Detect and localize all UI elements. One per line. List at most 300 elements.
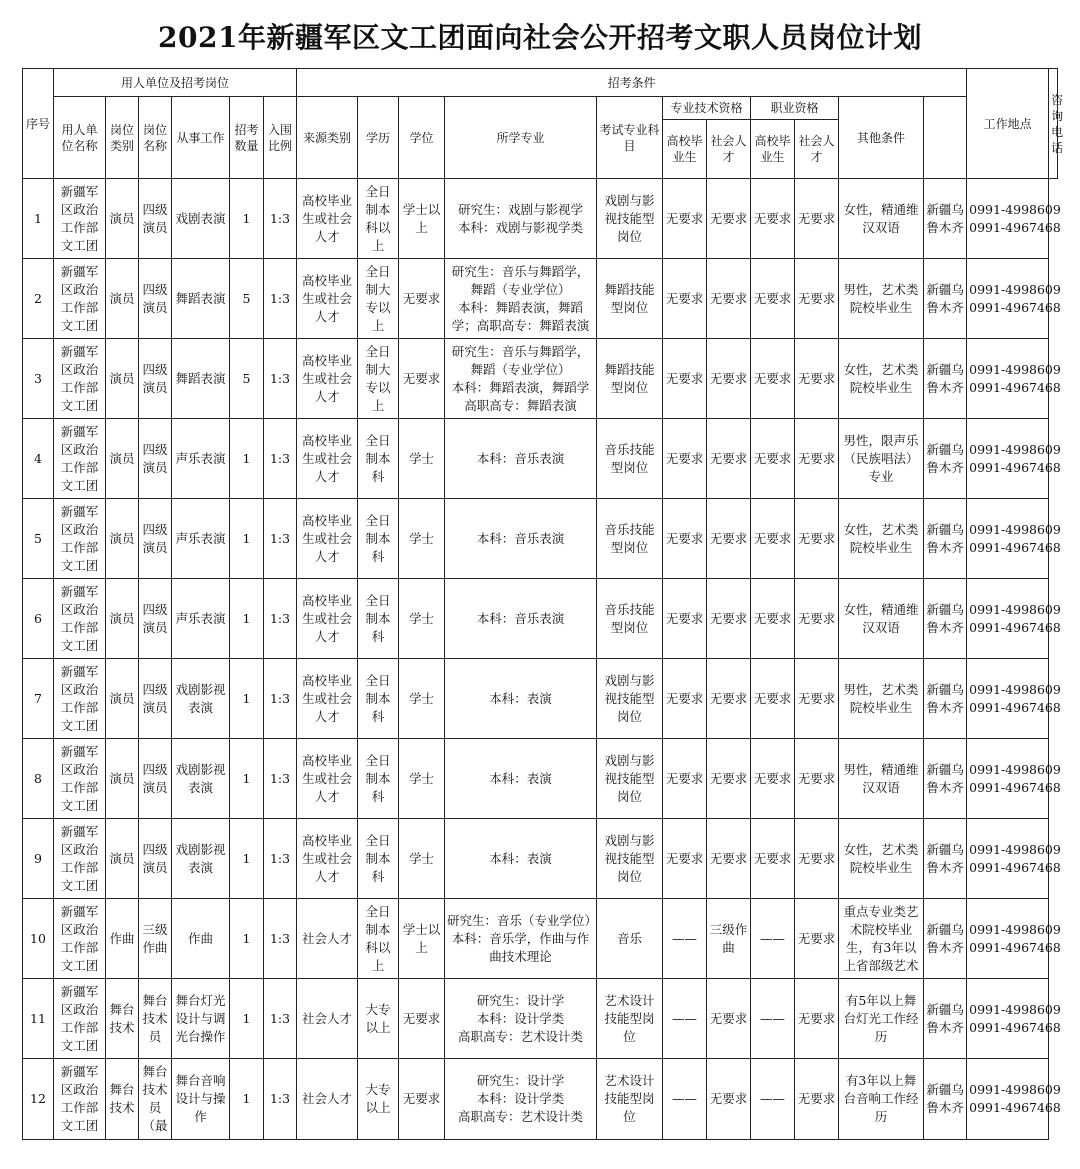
cell-phone-line: 0991-4998609: [969, 681, 1061, 697]
cell-employer: [54, 1059, 106, 1140]
cell-other-text: 重点专业类艺术院校毕业生，有3年以上省部级艺术: [843, 903, 919, 973]
recruitment-table: [22, 68, 1064, 1140]
cell-voc-grad-text: 无要求: [753, 290, 792, 306]
cell-post-category-text: 演员: [109, 370, 135, 386]
cell-phone: [967, 259, 1061, 339]
cell-work-content: [172, 259, 230, 339]
cell-phone-line: 0991-4967468: [969, 219, 1061, 235]
cell-work-content: [172, 899, 230, 979]
cell-degree-text: 学士以上: [402, 201, 441, 235]
cell-quantity: [230, 659, 264, 739]
cell-prof-tech-social: [707, 1059, 751, 1140]
cell-voc-grad: [751, 419, 795, 499]
cell-seq-text: 6: [34, 610, 42, 626]
cell-major-line: 研究生：音乐（专业学位）: [447, 912, 598, 928]
header-seq: 序号: [23, 69, 54, 179]
cell-seq-text: 10: [30, 930, 46, 946]
cell-quantity: [230, 979, 264, 1059]
table-row: [23, 259, 1058, 339]
cell-work-content-text: 舞蹈表演: [175, 370, 226, 386]
cell-other: [839, 1059, 924, 1140]
cell-ratio-text: 1:3: [269, 770, 291, 786]
cell-other: [839, 579, 924, 659]
cell-location-text: 新疆乌鲁木齐: [926, 601, 964, 635]
cell-work-content-text: 戏剧影视表演: [175, 761, 226, 795]
cell-ratio: [264, 739, 297, 819]
cell-location-text: 新疆乌鲁木齐: [926, 1001, 964, 1035]
cell-major-line: 本科：舞蹈表演，舞蹈学；高职高专：舞蹈表演: [451, 299, 590, 333]
cell-voc-social: [795, 819, 839, 899]
cell-prof-tech-grad: [663, 579, 707, 659]
cell-voc-grad-text: 无要求: [753, 690, 792, 706]
header-group-employer: 用人单位及招考岗位: [54, 69, 297, 97]
table-row: [23, 579, 1058, 659]
cell-exam-subject: [597, 419, 663, 499]
cell-prof-tech-grad-text: 无要求: [665, 690, 704, 706]
cell-source-text: 高校毕业生或社会人才: [302, 672, 353, 724]
cell-quantity-text: 1: [242, 850, 251, 866]
cell-prof-tech-grad: [663, 659, 707, 739]
cell-phone-line: 0991-4967468: [969, 699, 1061, 715]
cell-voc-grad-text: 无要求: [753, 610, 792, 626]
cell-voc-social-text: 无要求: [797, 370, 836, 386]
table-row: [23, 819, 1058, 899]
cell-degree: [399, 659, 445, 739]
cell-employer: [54, 899, 106, 979]
cell-prof-tech-grad-text: 无要求: [665, 770, 704, 786]
cell-post-name: [139, 499, 172, 579]
cell-phone-line: 0991-4998609: [969, 601, 1061, 617]
cell-major-line: 本科：设计学类: [476, 1091, 565, 1106]
cell-post-name-text: 舞台技术员: [142, 992, 168, 1044]
cell-degree: [399, 259, 445, 339]
cell-work-content: [172, 979, 230, 1059]
cell-quantity: [230, 1059, 264, 1140]
cell-prof-tech-social: [707, 499, 751, 579]
cell-degree: [399, 419, 445, 499]
cell-voc-social-text: 无要求: [797, 290, 836, 306]
cell-seq: [23, 339, 54, 419]
header-work-content: 从事工作: [172, 97, 230, 179]
cell-phone-line: 0991-4998609: [969, 281, 1061, 297]
cell-other: [839, 819, 924, 899]
cell-employer: [54, 979, 106, 1059]
cell-major: [445, 739, 597, 819]
header-voc-grad: 高校毕业生: [751, 120, 795, 179]
cell-source-text: 社会人才: [302, 1091, 353, 1106]
cell-other-text: 有5年以上舞台灯光工作经历: [843, 992, 919, 1044]
cell-major-line: 高职高专：艺术设计类: [458, 1109, 584, 1124]
cell-degree-text: 无要求: [402, 1010, 441, 1026]
cell-phone: [967, 339, 1061, 419]
cell-prof-tech-social-text: 无要求: [709, 530, 748, 546]
cell-post-name: [139, 659, 172, 739]
cell-work-content: [172, 499, 230, 579]
cell-source: [297, 979, 358, 1059]
cell-source-text: 社会人才: [302, 1010, 353, 1026]
cell-post-name: [139, 819, 172, 899]
cell-post-category: [106, 819, 139, 899]
cell-degree-text: 无要求: [402, 1091, 441, 1106]
cell-post-category-text: 演员: [109, 850, 135, 866]
cell-exam-subject-text: 音乐技能型岗位: [604, 521, 655, 555]
cell-prof-tech-grad: [663, 739, 707, 819]
cell-voc-social-text: 无要求: [797, 450, 836, 466]
cell-work-content-text: 舞蹈表演: [175, 290, 226, 306]
cell-phone-line: 0991-4967468: [969, 459, 1061, 475]
cell-voc-grad: [751, 819, 795, 899]
cell-major-line: 本科：音乐表演: [476, 450, 565, 466]
cell-voc-social: [795, 339, 839, 419]
header-major: 所学专业: [445, 97, 597, 179]
cell-post-name: [139, 259, 172, 339]
cell-prof-tech-grad: [663, 259, 707, 339]
cell-ratio: [264, 419, 297, 499]
cell-voc-grad: [751, 739, 795, 819]
cell-degree: [399, 1059, 445, 1140]
cell-major: [445, 1059, 597, 1140]
cell-source: [297, 259, 358, 339]
cell-exam-subject: [597, 659, 663, 739]
cell-phone-line: 0991-4967468: [969, 539, 1061, 555]
cell-exam-subject: [597, 899, 663, 979]
cell-work-content: [172, 339, 230, 419]
cell-post-category-text: 舞台技术: [109, 1082, 135, 1115]
cell-post-category: [106, 1059, 139, 1140]
cell-phone-line: 0991-4967468: [969, 1100, 1061, 1115]
cell-quantity-text: 1: [242, 450, 251, 466]
cell-ratio-text: 1:3: [269, 930, 291, 946]
cell-location-text: 新疆乌鲁木齐: [926, 681, 964, 715]
cell-post-category-text: 演员: [109, 210, 135, 226]
cell-employer-text: 新疆军区政治工作部文工团: [60, 903, 99, 973]
cell-quantity-text: 1: [242, 930, 251, 946]
cell-source-text: 社会人才: [302, 930, 353, 946]
cell-phone-line: 0991-4998609: [969, 201, 1061, 217]
cell-prof-tech-grad: [663, 979, 707, 1059]
cell-post-name-text: 四级演员: [142, 521, 168, 555]
cell-phone-line: 0991-4967468: [969, 379, 1061, 395]
cell-voc-grad-text: 无要求: [753, 370, 792, 386]
cell-ratio-text: 1:3: [269, 290, 291, 306]
cell-voc-social-text: 无要求: [797, 930, 836, 946]
cell-other: [839, 899, 924, 979]
cell-quantity-text: 1: [242, 530, 251, 546]
cell-voc-social-text: 无要求: [797, 1091, 836, 1106]
cell-post-category: [106, 659, 139, 739]
cell-education-text: 全日制本科以上: [365, 903, 391, 973]
cell-ratio-text: 1:3: [269, 450, 291, 466]
cell-employer-text: 新疆军区政治工作部文工团: [60, 343, 99, 413]
cell-employer: [54, 499, 106, 579]
cell-exam-subject: [597, 339, 663, 419]
cell-ratio-text: 1:3: [269, 850, 291, 866]
page-title: 2021年新疆军区文工团面向社会公开招考文职人员岗位计划: [158, 21, 922, 54]
cell-prof-tech-social-text: 无要求: [709, 210, 748, 226]
cell-work-content-text: 舞台灯光设计与调光台操作: [175, 992, 226, 1044]
cell-voc-grad: [751, 1059, 795, 1140]
cell-voc-grad: [751, 259, 795, 339]
cell-post-name: [139, 739, 172, 819]
cell-other-text: 女性，艺术类院校毕业生: [843, 361, 919, 395]
cell-prof-tech-social: [707, 979, 751, 1059]
cell-post-name-text: 四级演员: [142, 281, 168, 315]
header-prof-tech: 专业技术资格: [663, 97, 751, 120]
cell-post-name: [139, 419, 172, 499]
cell-post-category: [106, 499, 139, 579]
cell-phone: [967, 819, 1061, 899]
cell-phone-line: 0991-4967468: [969, 939, 1061, 955]
cell-ratio-text: 1:3: [269, 610, 291, 626]
cell-prof-tech-social: [707, 179, 751, 259]
cell-education-text: 全日制本科: [365, 512, 391, 564]
cell-seq: [23, 179, 54, 259]
cell-work-content-text: 声乐表演: [175, 610, 226, 626]
table-body: [23, 179, 1061, 1140]
cell-voc-social-text: 无要求: [797, 850, 836, 866]
cell-source-text: 高校毕业生或社会人才: [302, 752, 353, 804]
cell-other: [839, 339, 924, 419]
cell-post-name-text: 四级演员: [142, 681, 168, 715]
cell-location-text: 新疆乌鲁木齐: [926, 201, 964, 235]
cell-work-content-text: 作曲: [187, 930, 213, 946]
table-row: [23, 979, 1058, 1059]
cell-degree-text: 无要求: [402, 290, 441, 306]
cell-employer: [54, 179, 106, 259]
header-location: 工作地点: [967, 69, 1049, 179]
cell-education: [358, 179, 399, 259]
cell-degree: [399, 979, 445, 1059]
cell-education: [358, 819, 399, 899]
cell-location: [924, 259, 967, 339]
cell-degree-text: 学士: [409, 450, 435, 466]
cell-other-text: 男性，艺术类院校毕业生: [843, 281, 919, 315]
cell-location: [924, 659, 967, 739]
cell-ratio: [264, 259, 297, 339]
cell-seq: [23, 819, 54, 899]
cell-voc-social: [795, 979, 839, 1059]
cell-major-line: 研究生：音乐与舞蹈学，舞蹈（专业学位）: [451, 263, 590, 297]
cell-exam-subject: [597, 179, 663, 259]
cell-exam-subject: [597, 819, 663, 899]
cell-location: [924, 179, 967, 259]
cell-ratio-text: 1:3: [269, 690, 291, 706]
cell-degree-text: 学士: [409, 690, 435, 706]
cell-seq-text: 1: [34, 210, 42, 226]
cell-work-content-text: 声乐表演: [175, 450, 226, 466]
cell-post-category-text: 演员: [109, 610, 135, 626]
header-group-conditions: 招考条件: [297, 69, 967, 97]
cell-quantity: [230, 579, 264, 659]
cell-source-text: 高校毕业生或社会人才: [302, 272, 353, 324]
cell-location-text: 新疆乌鲁木齐: [926, 761, 964, 795]
cell-major-line: 研究生：设计学: [476, 1073, 565, 1088]
cell-education: [358, 259, 399, 339]
cell-quantity-text: 1: [242, 1091, 251, 1106]
cell-voc-grad-text: 无要求: [753, 450, 792, 466]
cell-major: [445, 819, 597, 899]
cell-education: [358, 579, 399, 659]
cell-voc-social: [795, 419, 839, 499]
header-source: 来源类别: [297, 97, 358, 179]
cell-education-text: 全日制本科: [365, 432, 391, 484]
cell-ratio-text: 1:3: [269, 1091, 291, 1106]
cell-degree-text: 学士以上: [402, 921, 441, 955]
cell-seq-text: 3: [34, 370, 42, 386]
cell-major-line: 高职高专：舞蹈表演: [464, 397, 577, 413]
cell-source-text: 高校毕业生或社会人才: [302, 352, 353, 404]
cell-education-text: 全日制本科: [365, 832, 391, 884]
cell-post-name: [139, 979, 172, 1059]
cell-work-content: [172, 819, 230, 899]
cell-education-text: 全日制大专以上: [365, 343, 391, 413]
cell-prof-tech-social: [707, 739, 751, 819]
cell-phone-line: 0991-4998609: [969, 761, 1061, 777]
cell-prof-tech-grad-text: 无要求: [665, 610, 704, 626]
cell-other-text: 有3年以上舞台音响工作经历: [843, 1073, 919, 1124]
cell-seq-text: 5: [34, 530, 42, 546]
cell-prof-tech-social-text: 无要求: [709, 450, 748, 466]
cell-source-text: 高校毕业生或社会人才: [302, 192, 353, 244]
cell-exam-subject-text: 戏剧与影视技能型岗位: [604, 672, 655, 724]
cell-phone-line: 0991-4998609: [969, 441, 1061, 457]
cell-exam-subject-text: 舞蹈技能型岗位: [604, 361, 655, 395]
cell-voc-grad: [751, 899, 795, 979]
cell-post-category-text: 舞台技术: [109, 1001, 135, 1035]
cell-major-line: 本科：表演: [489, 690, 552, 706]
cell-other-text: 女性，艺术类院校毕业生: [843, 841, 919, 875]
cell-prof-tech-grad: [663, 1059, 707, 1140]
cell-prof-tech-social-text: 无要求: [709, 770, 748, 786]
cell-major-line: 研究生：设计学: [476, 992, 565, 1008]
cell-post-name: [139, 179, 172, 259]
cell-phone-line: 0991-4967468: [969, 1019, 1061, 1035]
cell-employer-text: 新疆军区政治工作部文工团: [60, 183, 99, 253]
cell-phone-line: 0991-4998609: [969, 521, 1061, 537]
cell-major: [445, 659, 597, 739]
cell-prof-tech-social-text: 无要求: [709, 1010, 748, 1026]
cell-voc-grad-text: ——: [760, 1091, 786, 1106]
cell-voc-grad: [751, 659, 795, 739]
cell-voc-social: [795, 1059, 839, 1140]
cell-location: [924, 979, 967, 1059]
cell-post-category: [106, 259, 139, 339]
cell-post-name: [139, 1059, 172, 1140]
cell-voc-grad-text: 无要求: [753, 770, 792, 786]
cell-work-content: [172, 659, 230, 739]
cell-exam-subject-text: 戏剧与影视技能型岗位: [604, 192, 655, 244]
cell-employer: [54, 259, 106, 339]
cell-exam-subject-text: 艺术设计技能型岗位: [604, 992, 655, 1044]
cell-source: [297, 179, 358, 259]
cell-prof-tech-social: [707, 659, 751, 739]
table-row: [23, 179, 1058, 259]
cell-degree-text: 学士: [409, 770, 435, 786]
cell-education: [358, 899, 399, 979]
cell-voc-social: [795, 179, 839, 259]
cell-quantity: [230, 899, 264, 979]
cell-seq-text: 4: [34, 450, 42, 466]
cell-work-content-text: 声乐表演: [175, 530, 226, 546]
cell-source: [297, 419, 358, 499]
cell-voc-grad-text: ——: [760, 930, 786, 946]
cell-post-name-text: 四级演员: [142, 841, 168, 875]
cell-voc-grad-text: 无要求: [753, 850, 792, 866]
cell-voc-social-text: 无要求: [797, 530, 836, 546]
table-row: [23, 899, 1058, 979]
cell-voc-social: [795, 899, 839, 979]
header-education: 学历: [358, 97, 399, 179]
cell-education: [358, 979, 399, 1059]
cell-voc-grad: [751, 339, 795, 419]
cell-major-line: 研究生：戏剧与影视学: [458, 201, 584, 217]
cell-quantity-text: 1: [242, 1010, 251, 1026]
cell-other: [839, 419, 924, 499]
header-post-name: 岗位名称: [139, 97, 172, 179]
cell-seq: [23, 499, 54, 579]
cell-employer-text: 新疆军区政治工作部文工团: [60, 823, 99, 893]
cell-location-text: 新疆乌鲁木齐: [926, 281, 964, 315]
cell-work-content: [172, 179, 230, 259]
table-row: [23, 339, 1058, 419]
cell-major: [445, 179, 597, 259]
cell-source-text: 高校毕业生或社会人才: [302, 432, 353, 484]
header-voc-social: 社会人才: [795, 120, 839, 179]
cell-prof-tech-grad-text: ——: [672, 1091, 698, 1106]
cell-location-text: 新疆乌鲁木齐: [926, 521, 964, 555]
cell-prof-tech-social: [707, 339, 751, 419]
cell-employer: [54, 819, 106, 899]
cell-post-category: [106, 739, 139, 819]
cell-work-content: [172, 579, 230, 659]
cell-employer-text: 新疆军区政治工作部文工团: [60, 743, 99, 813]
cell-voc-grad: [751, 579, 795, 659]
cell-voc-social: [795, 499, 839, 579]
cell-phone-line: 0991-4967468: [969, 859, 1061, 875]
cell-phone-line: 0991-4998609: [969, 921, 1061, 937]
cell-employer: [54, 339, 106, 419]
cell-prof-tech-social: [707, 819, 751, 899]
cell-ratio: [264, 659, 297, 739]
cell-source: [297, 899, 358, 979]
cell-source: [297, 579, 358, 659]
table-row: [23, 739, 1058, 819]
cell-employer-text: 新疆军区政治工作部文工团: [60, 1064, 99, 1133]
cell-post-category-text: 演员: [109, 290, 135, 306]
cell-quantity: [230, 259, 264, 339]
cell-post-category: [106, 179, 139, 259]
header-other: 其他条件: [839, 97, 924, 179]
cell-exam-subject-text: 音乐技能型岗位: [604, 601, 655, 635]
cell-prof-tech-grad-text: 无要求: [665, 290, 704, 306]
cell-seq-text: 7: [34, 690, 42, 706]
cell-post-name: [139, 339, 172, 419]
cell-major: [445, 979, 597, 1059]
cell-employer-text: 新疆军区政治工作部文工团: [60, 503, 99, 573]
cell-education-text: 全日制本科: [365, 672, 391, 724]
cell-source-text: 高校毕业生或社会人才: [302, 592, 353, 644]
cell-ratio-text: 1:3: [269, 210, 291, 226]
cell-post-category: [106, 339, 139, 419]
cell-quantity-text: 1: [242, 610, 251, 626]
cell-employer-text: 新疆军区政治工作部文工团: [60, 663, 99, 733]
cell-post-name-text: 四级演员: [142, 201, 168, 235]
cell-phone-line: 0991-4998609: [969, 1001, 1061, 1017]
cell-prof-tech-grad: [663, 419, 707, 499]
cell-post-category: [106, 579, 139, 659]
cell-major-line: 本科：音乐学，作曲与作曲技术理论: [451, 930, 590, 964]
cell-major: [445, 259, 597, 339]
